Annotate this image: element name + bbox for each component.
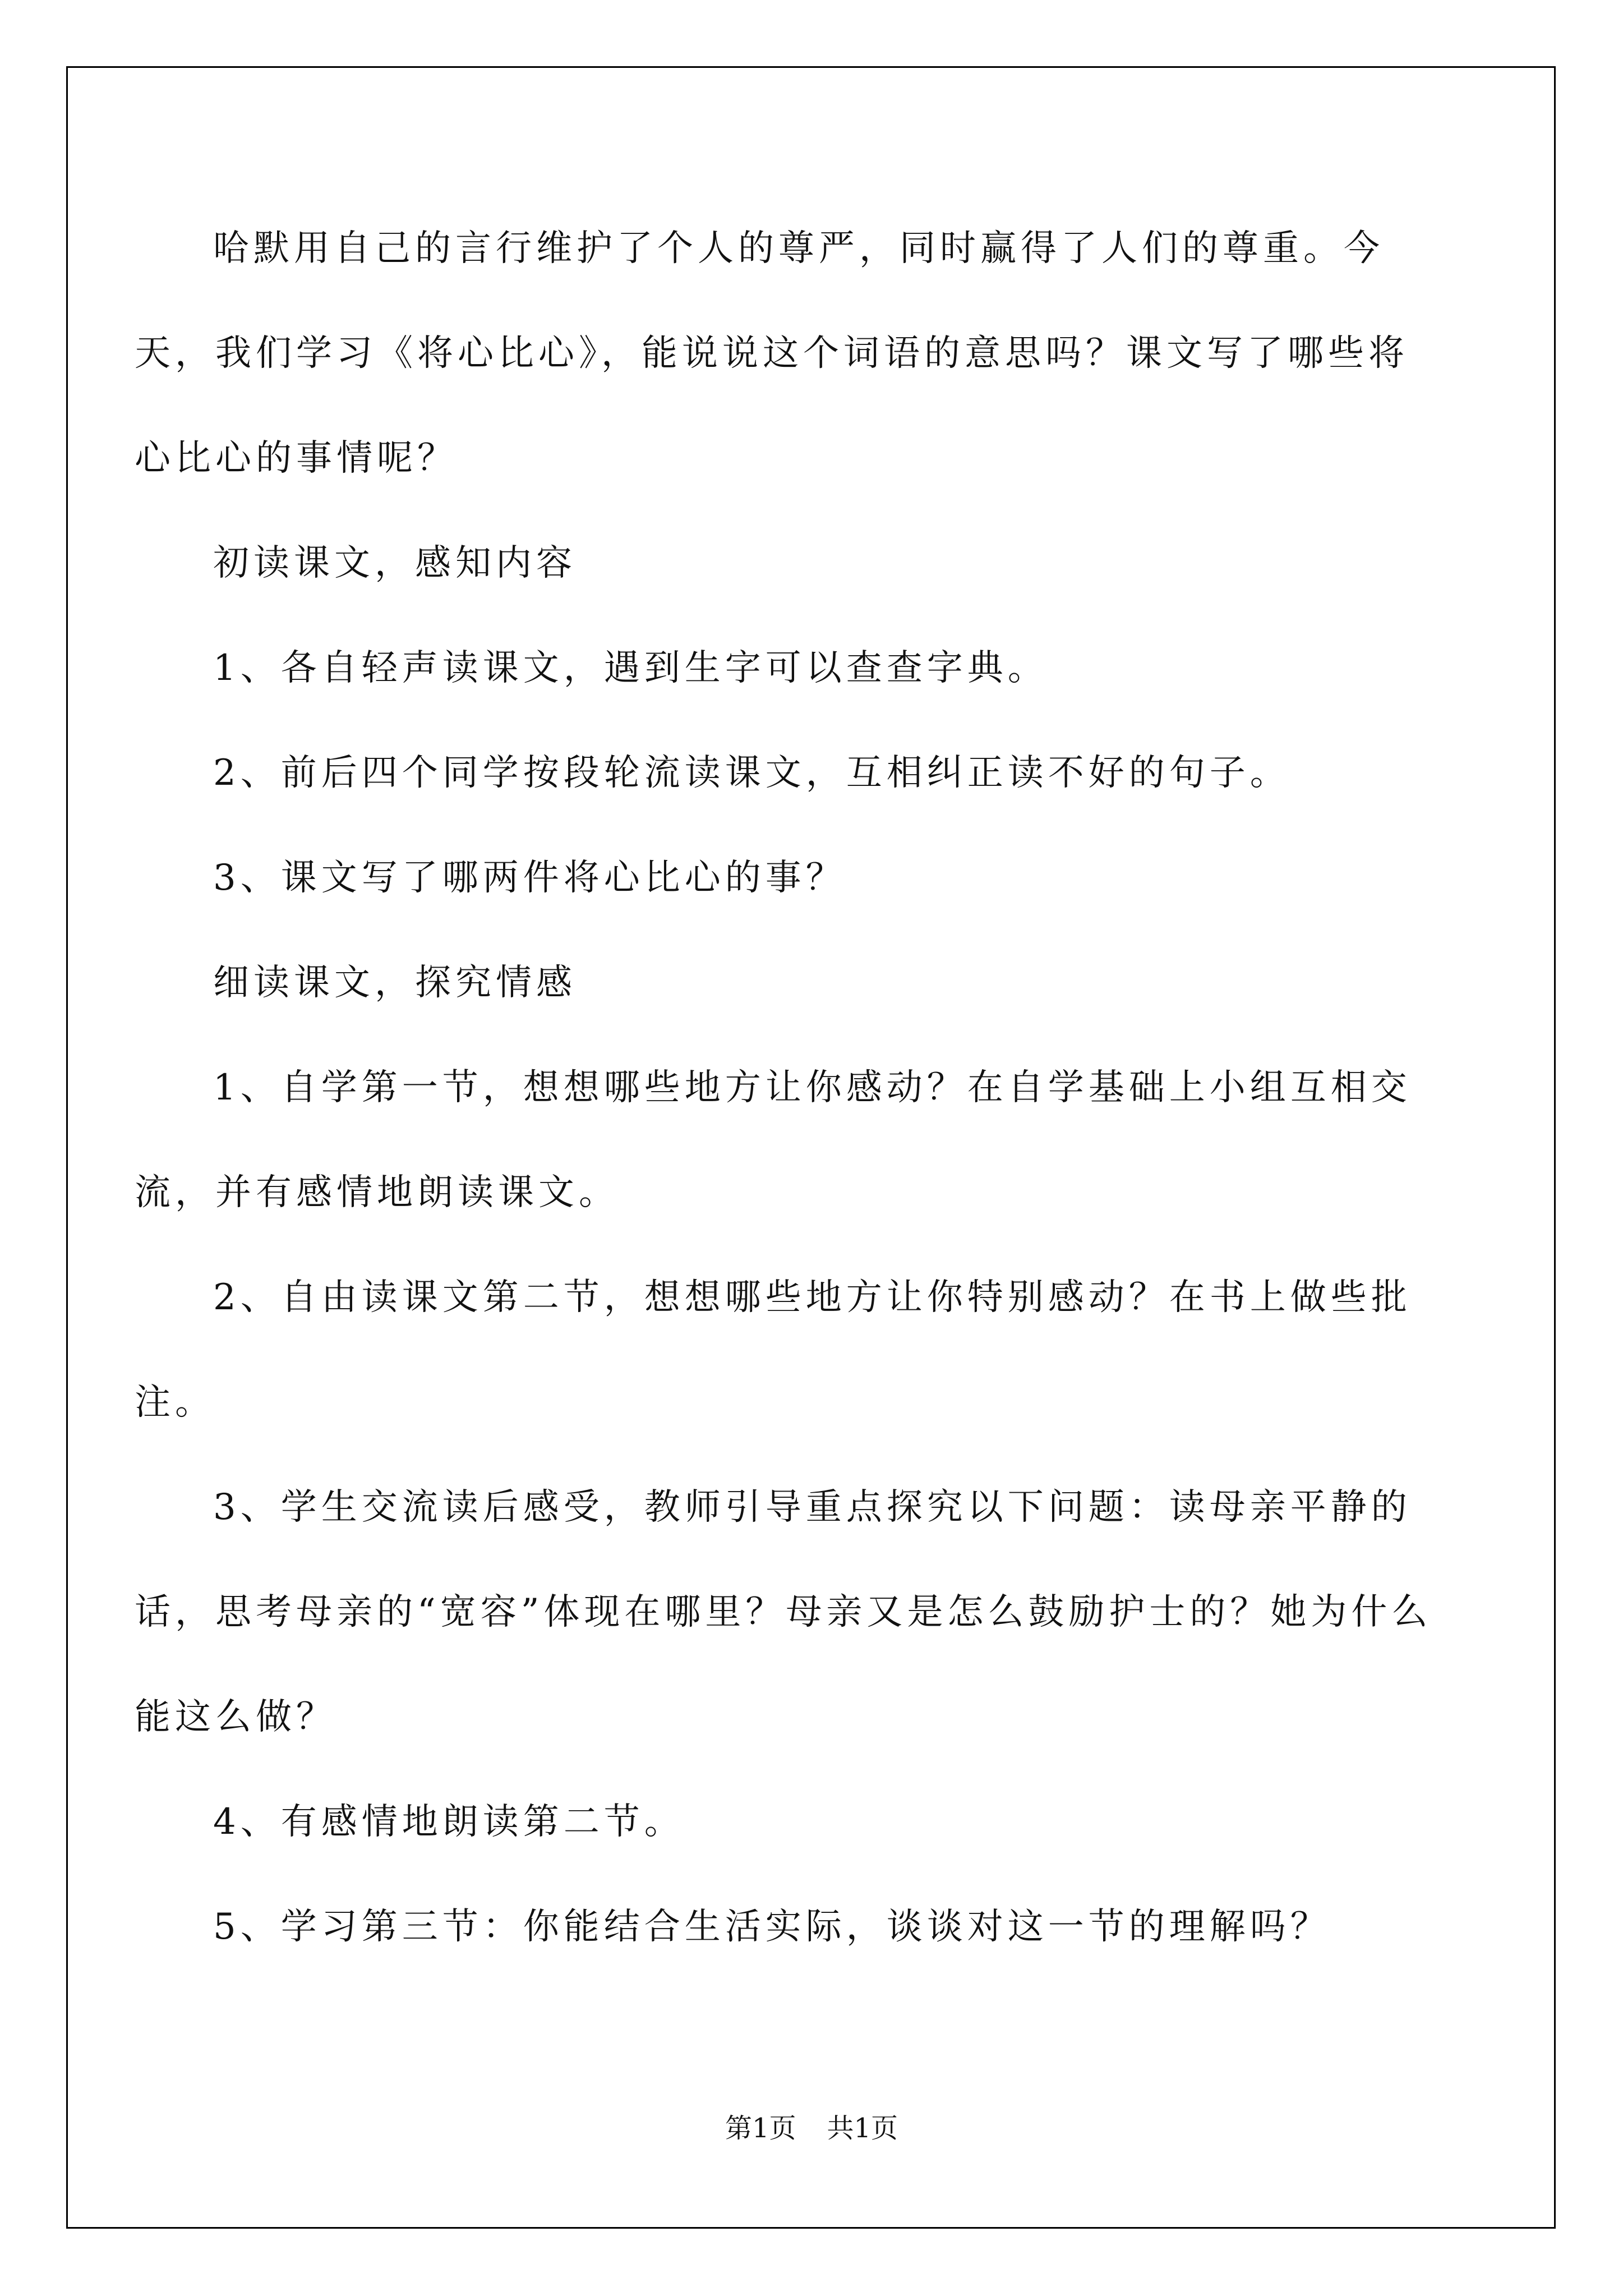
- list-item: 1、自学第一节，想想哪些地方让你感动？在自学基础上小组互相交流，并有感情地朗读课文。: [135, 1067, 1412, 1213]
- list-item: 2、自由读课文第二节，想想哪些地方让你特别感动？在书上做些批注。: [135, 1277, 1412, 1423]
- page-number: 第1页: [725, 2113, 796, 2144]
- page-footer: [0, 2106, 1623, 2145]
- list-item: 2、前后四个同学按段轮流读课文，互相纠正读不好的句子。: [213, 752, 1290, 794]
- paragraph: 哈默用自己的言行维护了个人的尊严，同时赢得了人们的尊重。今天，我们学习《将心比心》，能说说这个词语的意思吗？课文写了哪些将心比心的事情呢？: [135, 228, 1409, 479]
- section-heading: 初读课文，感知内容: [213, 542, 577, 584]
- list-item: 3、课文写了哪两件将心比心的事？: [213, 857, 846, 899]
- list-item: 5、学习第三节：你能结合生活实际，谈谈对这一节的理解吗？: [213, 1906, 1331, 1948]
- page-total: 共1页: [827, 2113, 898, 2144]
- section-heading: 细读课文，探究情感: [213, 962, 577, 1004]
- list-item: 3、学生交流读后感受，教师引导重点探究以下问题：读母亲平静的话，思考母亲的“宽容”体现在哪里？母亲又是怎么鼓励护士的？她为什么能这么做？: [135, 1487, 1432, 1738]
- list-item: 1、各自轻声读课文，遇到生字可以查查字典。: [213, 647, 1048, 689]
- list-item: 4、有感情地朗读第二节。: [213, 1801, 685, 1843]
- document-body: [135, 196, 1441, 1980]
